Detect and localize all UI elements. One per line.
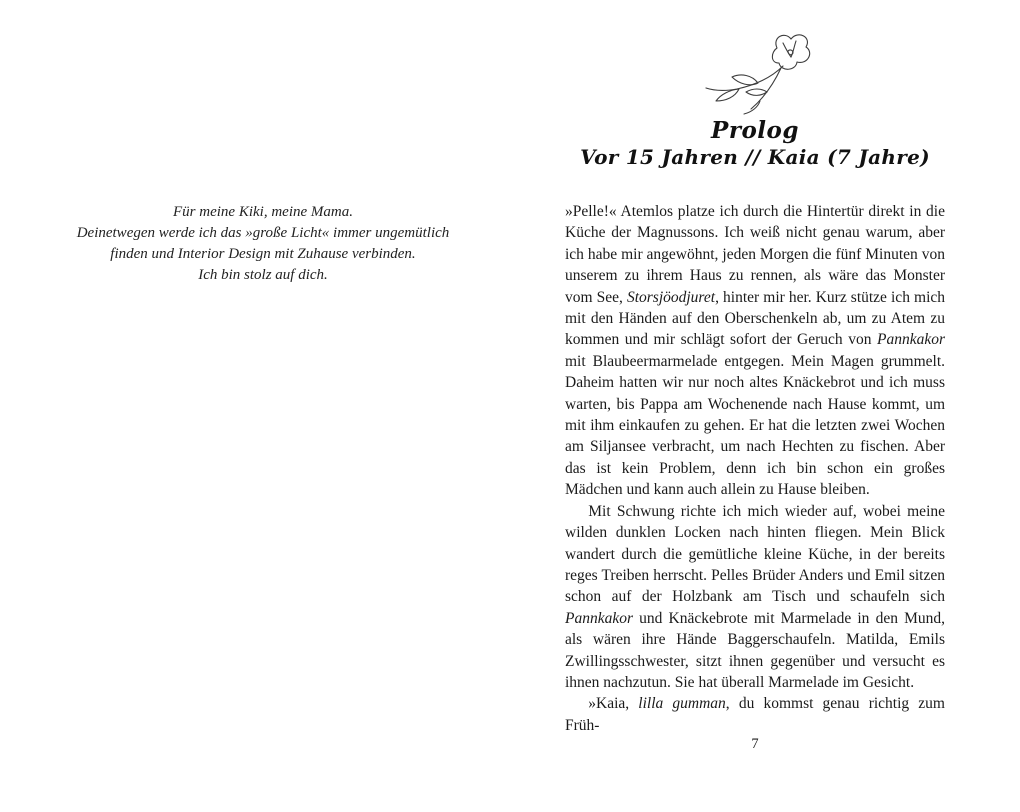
dedication-line: Deinetwegen werde ich das »große Licht« immer ungemütlich [76, 225, 450, 241]
chapter-header [565, 28, 945, 170]
dedication-line: Ich bin stolz auf dich. [198, 267, 328, 283]
paragraph: Mit Schwung richte ich mich wieder auf, wobei meine wilden dunklen Locken nach hinten fliegen. Mein Blick wandert durch die gemütliche kleine Küche, in der bereits reges Treiben herrscht. Pelles Brüder Anders und Emil sitzen schon auf der Holzbank am Tisch und schaufeln sich Pannkakor und Knäckebrote mit Marmelade in den Mund, als wären ihre Hände Baggerschaufeln. Matilda, Emils Zwillingsschwester, sitzt ihnen gegenüber und versucht es ihnen nachzutun. Sie hat überall Marmelade im Gesicht. [565, 502, 945, 691]
page-number: 7 [751, 736, 759, 752]
chapter-title: Prolog [711, 117, 799, 144]
flower-illustration-icon [695, 28, 815, 116]
paragraph: »Pelle!« Atemlos platze ich durch die Hintertür direkt in die Küche der Magnussons. Ich weiß nicht genau warum, aber ich habe mir angewöhnt, jeden Morgen die fünf Minuten von unserem zu ihrem Haus zu rennen, als wäre das Monster vom See, Storsjöodjuret, hinter mir her. Kurz stütze ich mich mit den Händen auf den Oberschenkeln ab, um zu Atem zu kommen und mir schlägt sofort der Geruch von Pannkakor mit Blaubeermarmelade entgegen. Mein Magen grummelt. Daheim hatten wir nur noch altes Knäckebrot und ich muss warten, bis Pappa am Wochenende nach Hause kommt, um mit ihm einkaufen zu gehen. Er hat die letzten zwei Wochen am Siljansee verbracht, um nach Hechten zu fischen. Aber das ist kein Problem, denn ich bin schon ein großes Mädchen und kann auch allein zu Hause bleiben. [565, 203, 945, 499]
body-text [565, 201, 945, 736]
dedication-line: Für meine Kiki, meine Mama. [173, 204, 353, 220]
chapter-subtitle: Vor 15 Jahren // Kaia (7 Jahre) [580, 145, 930, 169]
dedication-line: finden und Interior Design mit Zuhause verbinden. [110, 246, 416, 262]
paragraph: »Kaia, lilla gumman, du kommst genau richtig zum Früh- [565, 695, 945, 734]
dedication [43, 202, 483, 286]
